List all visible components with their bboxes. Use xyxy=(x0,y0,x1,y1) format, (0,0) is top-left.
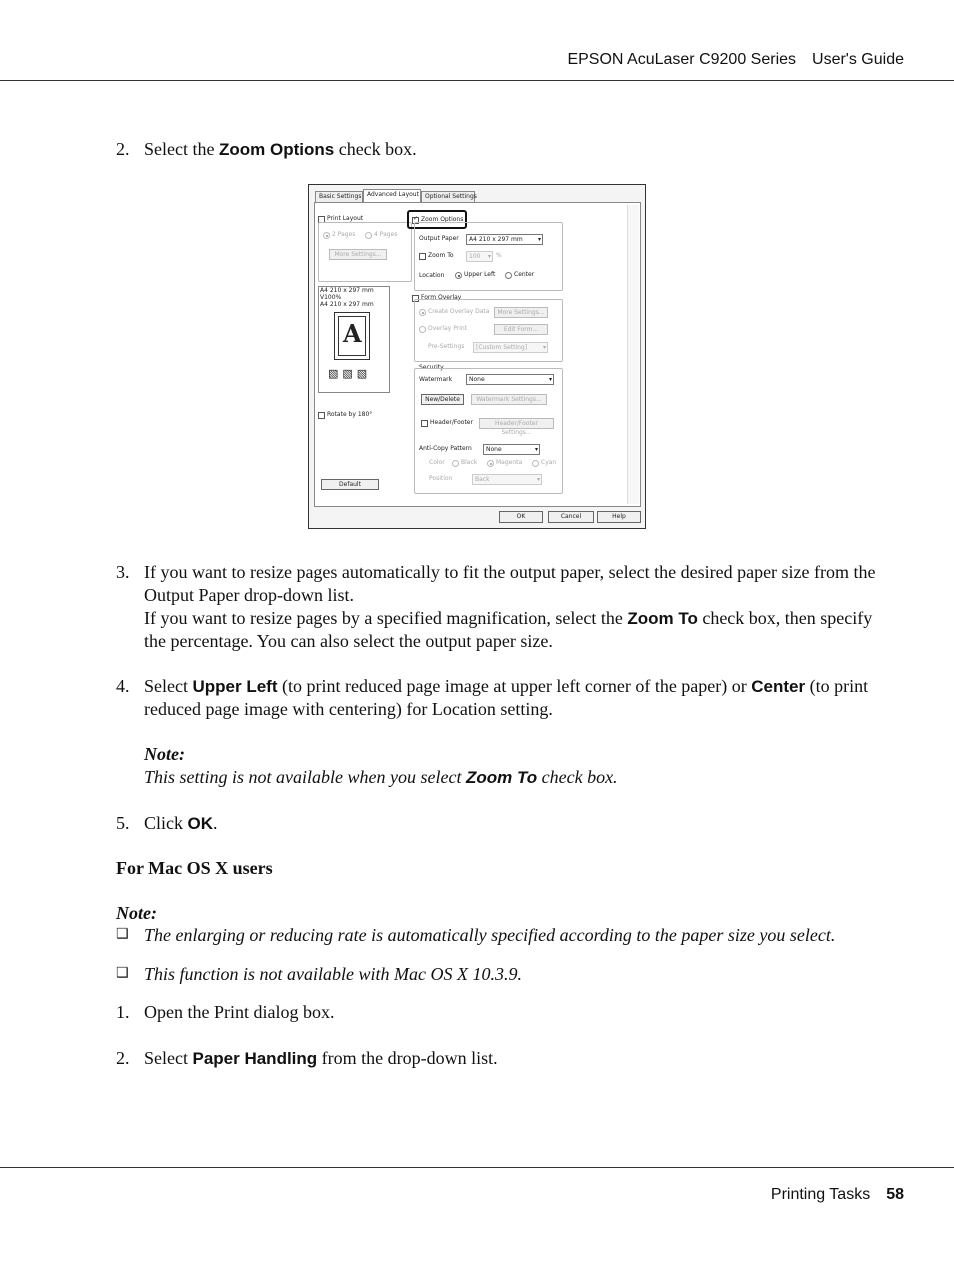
magenta-radio[interactable] xyxy=(487,460,494,467)
step-5-number: 5. xyxy=(116,813,130,833)
pages-4-label: 4 Pages xyxy=(374,231,398,238)
anti-copy-select[interactable]: None ▾ xyxy=(483,444,540,455)
pages-2-radio[interactable] xyxy=(323,232,330,239)
preview-letter: A xyxy=(343,319,362,348)
step-2-text: Select the Zoom Options check box. xyxy=(144,139,417,159)
create-overlay-radio[interactable] xyxy=(419,309,426,316)
panel-scrollbar[interactable] xyxy=(627,205,639,504)
mac-step-2-number: 2. xyxy=(116,1048,130,1068)
watermark-settings-button[interactable]: Watermark Settings... xyxy=(471,394,547,405)
header-footer-checkbox[interactable] xyxy=(421,420,428,427)
mac-heading: For Mac OS X users xyxy=(116,858,273,878)
pages-2-label: 2 Pages xyxy=(332,231,356,238)
preview-size-2: A4 210 x 297 mm xyxy=(320,301,374,308)
upper-left-radio[interactable] xyxy=(455,272,462,279)
zoom-to-label: Zoom To xyxy=(428,252,454,259)
mac-step-2-text: Select Paper Handling from the drop-down list. xyxy=(144,1048,498,1068)
bullet-1-icon: ❑ xyxy=(116,926,129,942)
black-radio[interactable] xyxy=(452,460,459,467)
center-radio[interactable] xyxy=(505,272,512,279)
overlay-print-radio[interactable] xyxy=(419,326,426,333)
help-button[interactable]: Help xyxy=(597,511,641,523)
pre-settings-label: Pre-Settings xyxy=(428,343,465,350)
default-button[interactable]: Default xyxy=(321,479,379,490)
security-label: Security xyxy=(419,364,444,371)
note-1-text: This setting is not available when you select Zoom To check box. xyxy=(144,767,618,787)
zoom-options-label: Zoom Options xyxy=(421,216,464,223)
preview-page xyxy=(334,312,370,360)
step-3-text: If you want to resize pages automatically to fit the output paper, select the desired paper size from the Output Paper drop-down list. xyxy=(144,562,876,605)
advanced-layout-panel xyxy=(314,202,641,507)
zoom-unit: % xyxy=(496,252,502,259)
zoom-to-input[interactable]: 100 ▾ xyxy=(466,251,493,262)
step-3-number: 3. xyxy=(116,562,130,582)
layout-preview xyxy=(318,286,390,393)
overlay-print-label: Overlay Print xyxy=(428,325,468,332)
color-label: Color xyxy=(429,459,445,466)
cyan-label: Cyan xyxy=(541,459,557,466)
header-rule xyxy=(0,80,954,81)
zoom-to-checkbox[interactable] xyxy=(419,253,426,260)
mac-step-1-text: Open the Print dialog box. xyxy=(144,1002,335,1022)
rotate-checkbox[interactable] xyxy=(318,412,325,419)
header-guide: User's Guide xyxy=(812,51,904,68)
center-label: Center xyxy=(514,271,535,278)
ok-button[interactable]: OK xyxy=(499,511,543,523)
magenta-label: Magenta xyxy=(496,459,523,466)
pages-4-radio[interactable] xyxy=(365,232,372,239)
header-product: EPSON AcuLaser C9200 Series xyxy=(567,51,797,68)
printer-settings-dialog xyxy=(308,184,646,529)
note-1-title: Note: xyxy=(144,744,185,764)
tab-advanced-layout[interactable]: Advanced Layout xyxy=(363,189,421,203)
black-label: Black xyxy=(461,459,478,466)
preview-zoom: V100% xyxy=(320,294,342,301)
cancel-button[interactable]: Cancel xyxy=(548,511,594,523)
anti-copy-label: Anti-Copy Pattern xyxy=(419,445,472,452)
step-4-text: Select Upper Left (to print reduced page image at upper left corner of the paper) or Center (to print reduced page image with centering) for Location setting. xyxy=(144,676,869,719)
more-settings-button[interactable]: More Settings... xyxy=(329,249,387,260)
create-overlay-label: Create Overlay Data xyxy=(428,308,490,315)
mac-step-1-number: 1. xyxy=(116,1002,130,1022)
running-header xyxy=(567,51,904,69)
header-footer-settings-button[interactable]: Header/Footer Settings... xyxy=(479,418,554,429)
tab-optional-settings[interactable]: Optional Settings xyxy=(421,191,475,203)
note-2-bullet-1: The enlarging or reducing rate is automatically specified according to the paper size you select. xyxy=(144,925,836,945)
note-2-bullet-2: This function is not available with Mac OS X 10.3.9. xyxy=(144,964,522,984)
cyan-radio[interactable] xyxy=(532,460,539,467)
layout-order-icons[interactable]: ▧▧▧ xyxy=(328,367,372,380)
footer-section: Printing Tasks xyxy=(770,1186,871,1203)
note-2-title: Note: xyxy=(116,903,157,923)
upper-left-label: Upper Left xyxy=(464,271,496,278)
edit-form-button[interactable]: Edit Form... xyxy=(494,324,548,335)
location-label: Location xyxy=(419,272,445,279)
running-footer xyxy=(771,1186,904,1204)
step-5-text: Click OK. xyxy=(144,813,218,833)
zoom-options-checkbox[interactable]: ✓ xyxy=(413,215,419,222)
rotate-label: Rotate by 180° xyxy=(327,411,373,418)
tab-basic-settings[interactable]: Basic Settings xyxy=(315,191,363,203)
print-layout-label: Print Layout xyxy=(327,215,364,222)
page-number: 58 xyxy=(886,1186,904,1203)
form-overlay-label: Form Overlay xyxy=(421,294,462,301)
header-footer-label: Header/Footer xyxy=(430,419,473,426)
overlay-more-settings-button[interactable]: More Settings... xyxy=(494,307,548,318)
footer-rule xyxy=(0,1167,954,1168)
new-delete-button[interactable]: New/Delete xyxy=(421,394,464,405)
step-2-number: 2. xyxy=(116,139,130,159)
output-paper-label: Output Paper xyxy=(419,235,459,242)
position-label: Position xyxy=(429,475,453,482)
watermark-label: Watermark xyxy=(419,376,453,383)
preview-size-1: A4 210 x 297 mm xyxy=(320,287,374,294)
position-select[interactable]: Back ▾ xyxy=(472,474,542,485)
step-4-number: 4. xyxy=(116,676,130,696)
step-3-text-2: If you want to resize pages by a specified magnification, select the Zoom To check box, then specify the percentage. You can also select the output paper size. xyxy=(144,608,873,651)
pre-settings-select[interactable]: [Custom Setting] ▾ xyxy=(473,342,548,353)
bullet-2-icon: ❑ xyxy=(116,965,129,981)
watermark-select[interactable]: None ▾ xyxy=(466,374,554,385)
output-paper-select[interactable]: A4 210 x 297 mm ▾ xyxy=(466,234,543,245)
